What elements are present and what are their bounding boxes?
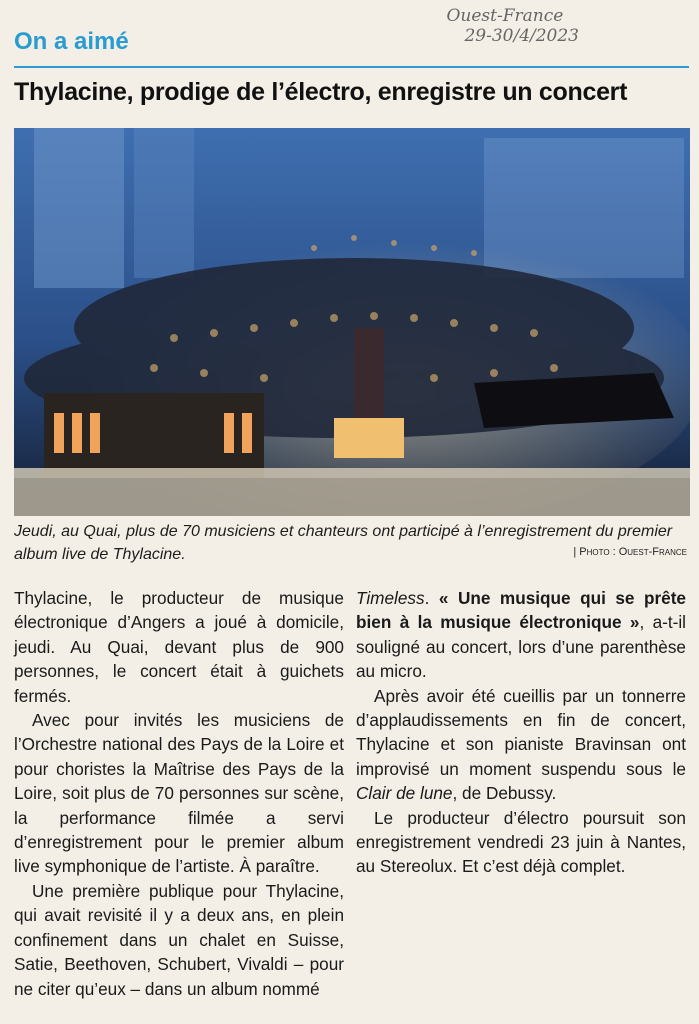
- article-paragraph-4: [356, 684, 686, 806]
- article-column-2: [356, 586, 686, 879]
- handwritten-date: 29-30/4/2023: [464, 26, 579, 46]
- photo-credit: | Photo : Ouest-France: [573, 546, 687, 558]
- handwritten-note: [446, 6, 579, 46]
- photo-caption: Jeudi, au Quai, plus de 70 musiciens et chanteurs ont participé à l’enregistrement du premier album live de Thylacine.: [14, 523, 673, 563]
- article-headline: Thylacine, prodige de l’électro, enregistre un concert: [14, 78, 628, 106]
- album-title: Timeless: [356, 588, 425, 608]
- concert-photo: [14, 128, 690, 516]
- article-column-1: [14, 586, 344, 1001]
- article-paragraph-2: Avec pour invités les musiciens de l’Orchestre national des Pays de la Loire et pour choristes la Maîtrise des Pays de la Loire, soit plus de 70 personnes sur scène, la performance filmée a servi d’enregistrement pour le premier album live symphonique de l’artiste. À paraître.: [14, 710, 344, 877]
- handwritten-source: Ouest-France: [446, 6, 564, 26]
- rubric-rule: [14, 66, 689, 68]
- concert-photo-illustration: [14, 128, 690, 516]
- quote-attribution: , a-t-il souligné au concert, lors d’une parenthèse au micro.: [356, 612, 687, 682]
- article-paragraph-4-end: , de Debussy.: [452, 783, 557, 804]
- article-paragraph-3-text: Une première publique pour Thylacine, qui avait revisité il y a deux ans, en plein confinement dans un chalet en Suisse, Satie, Beethoven, Schubert, Vivaldi – pour ne citer qu’eux – dans un album nommé: [14, 880, 344, 999]
- article-paragraph-5: Le producteur d’électro poursuit son enregistrement vendredi 23 juin à Nantes, au Stereolux. Et c’est déjà complet.: [356, 807, 686, 877]
- album-title-dot: .: [424, 588, 430, 608]
- article-paragraph-3-continued: [356, 586, 686, 684]
- artist-quote: « Une musique qui se prête bien à la musique électronique »: [356, 588, 686, 633]
- article-paragraph-3: [14, 879, 344, 1001]
- section-rubric: On a aimé: [14, 28, 129, 55]
- piece-title: Clair de lune: [356, 783, 453, 804]
- article-paragraph-4-text: Après avoir été cueillis par un tonnerre d’applaudissements en fin de concert, Thylacine et son pianiste Bravinsan ont improvisé un moment suspendu sous le: [356, 685, 686, 779]
- article-paragraph-1: Thylacine, le producteur de musique électronique d’Angers a joué à domicile, jeudi. Au Quai, devant plus de 900 personnes, le concert était à guichets fermés.: [14, 588, 344, 706]
